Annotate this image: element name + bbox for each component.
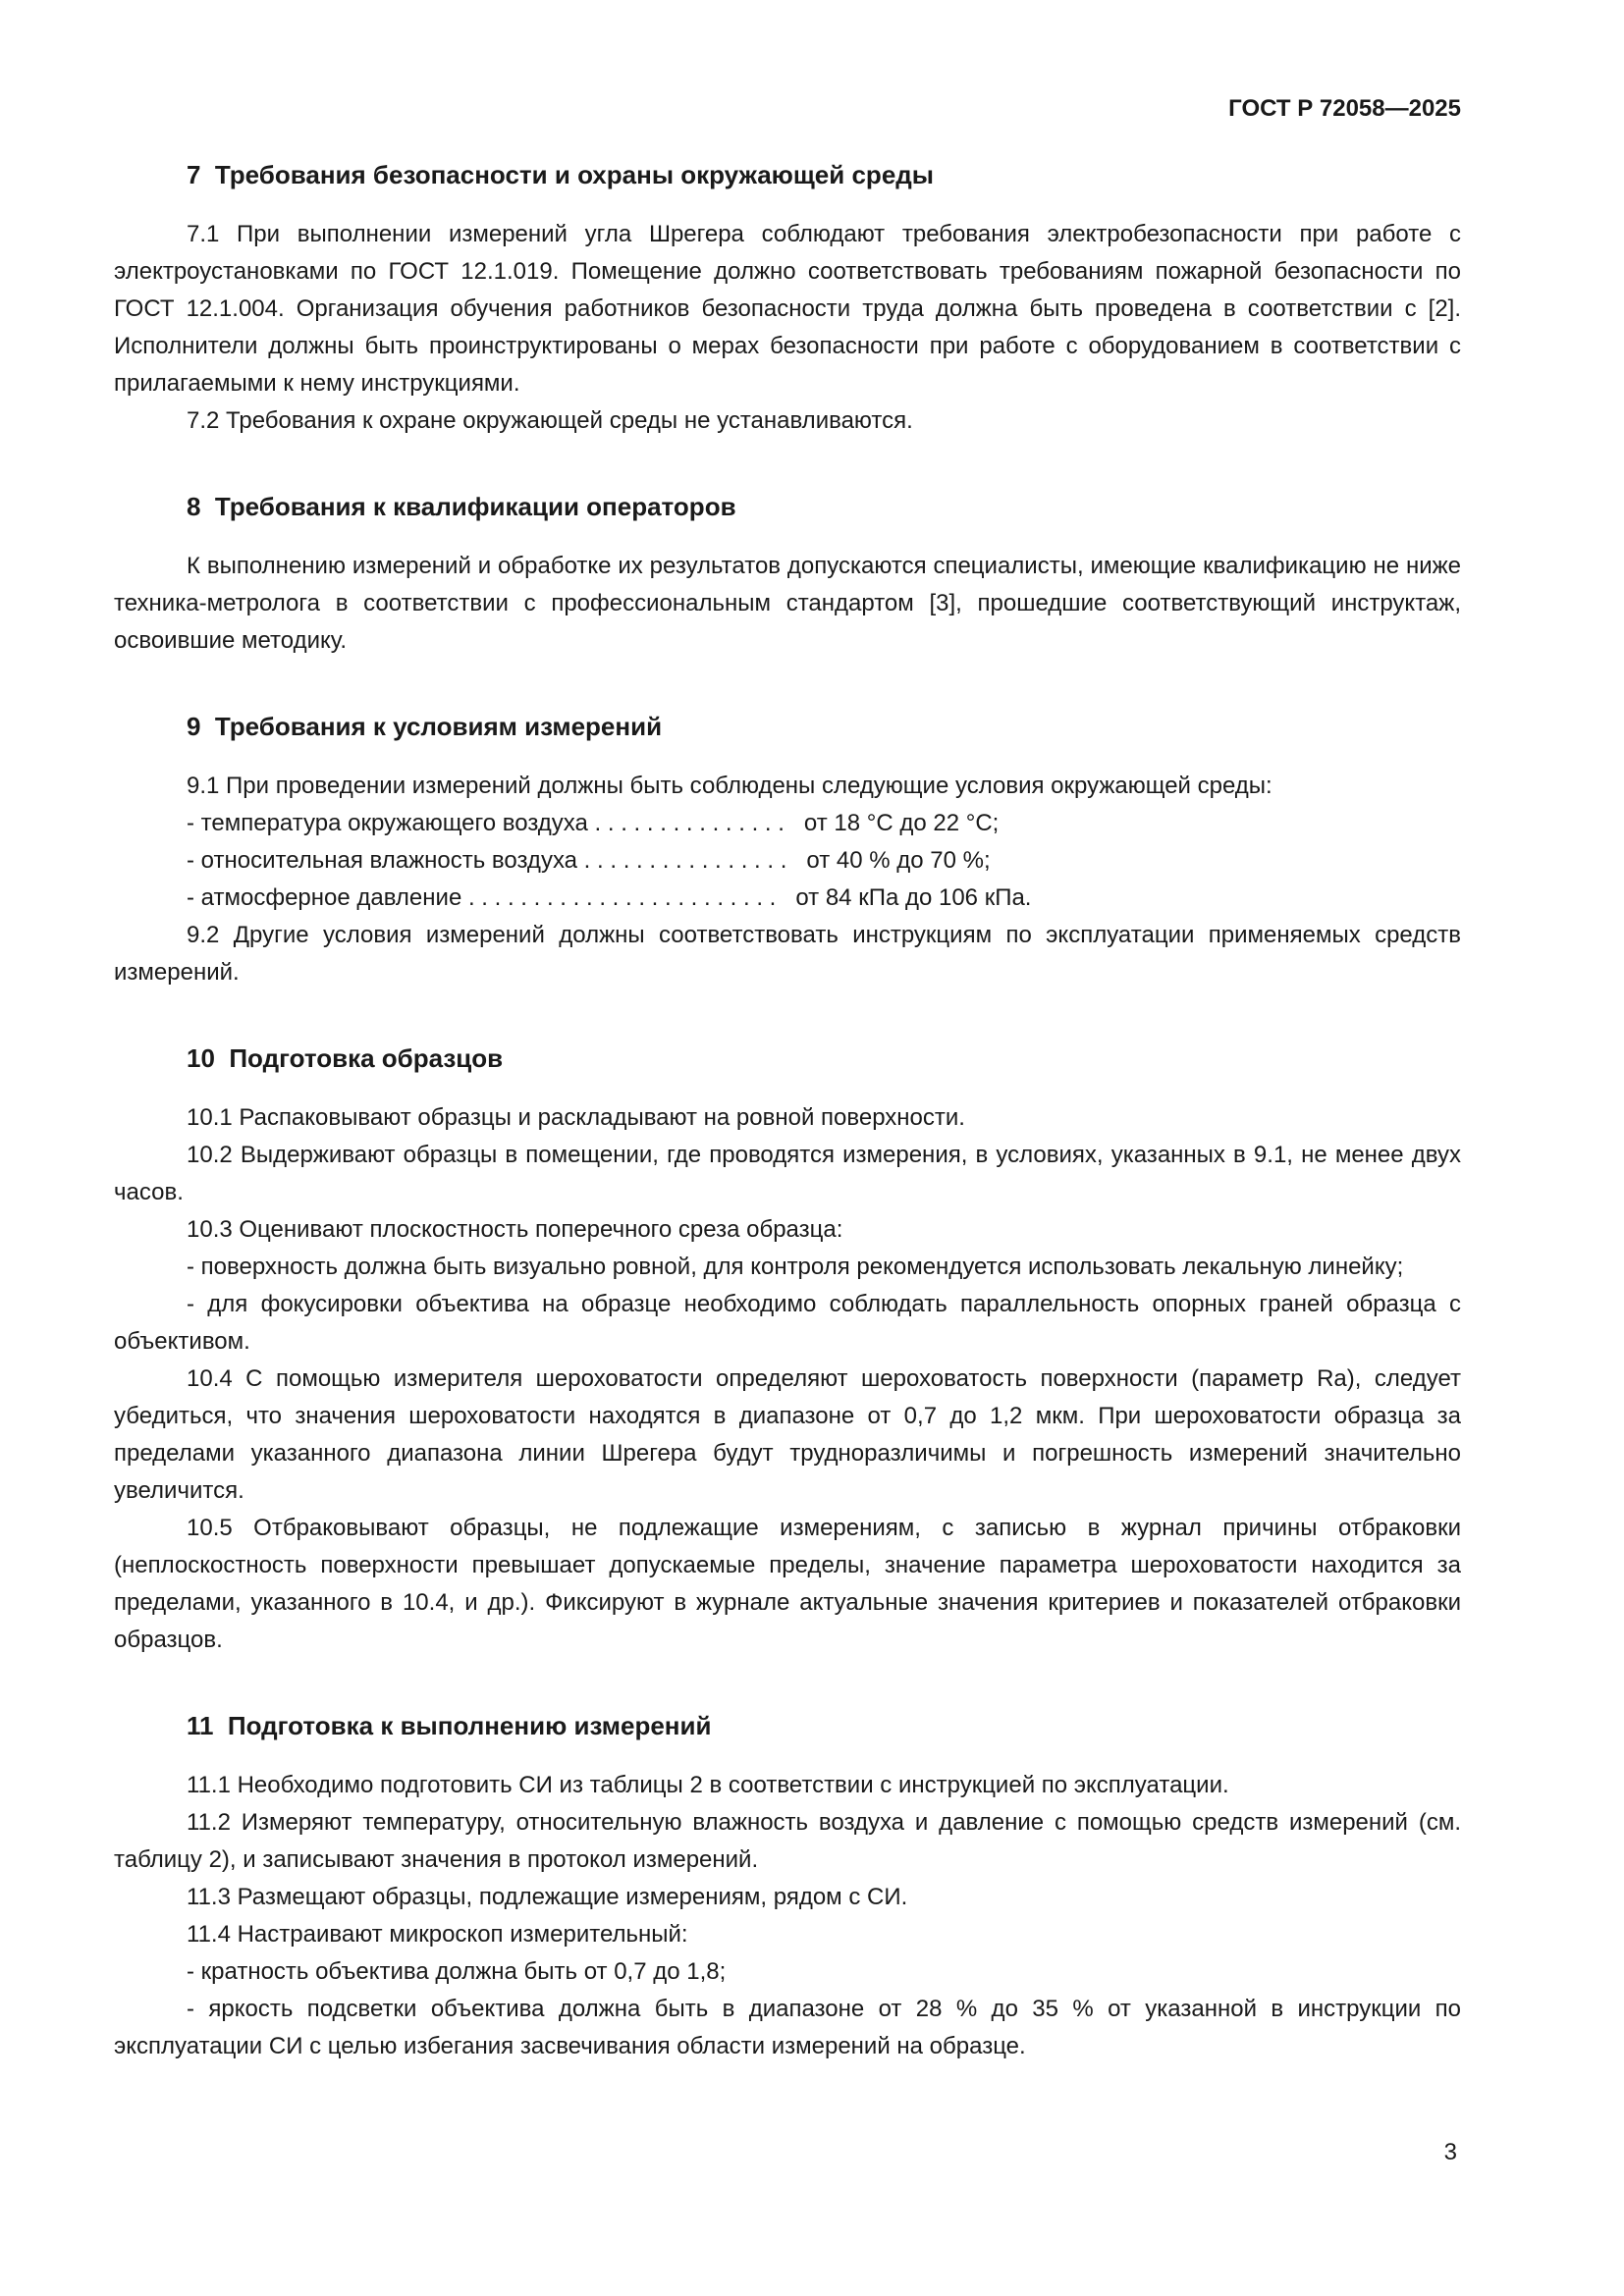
section-10 bbox=[114, 1042, 1461, 1659]
paragraph-11-4-item-2: - яркость подсветки объектива должна быть в диапазоне от 28 % до 35 % от указанной в инструкции по эксплуатации СИ с целью избегания засвечивания области измерений на образце. bbox=[114, 1996, 1461, 2059]
paragraph-9-1: 9.1 При проведении измерений должны быть соблюдены следующие условия окружающей среды: bbox=[187, 773, 1272, 799]
paragraph-11-3: 11.3 Размещают образцы, подлежащие измерениям, рядом с СИ. bbox=[187, 1884, 908, 1910]
section-8-heading: 8 Требования к квалификации операторов bbox=[187, 492, 736, 521]
condition-pressure: - атмосферное давление . . . . . . . . . . . . . . . . . . . . . . . . от 84 кПа до 106 кПа. bbox=[187, 884, 1032, 911]
paragraph-7-2: 7.2 Требования к охране окружающей среды не устанавливаются. bbox=[187, 407, 913, 434]
paragraph-11-1: 11.1 Необходимо подготовить СИ из таблицы 2 в соответствии с инструкцией по эксплуатации. bbox=[187, 1772, 1229, 1798]
paragraph-10-4: 10.4 С помощью измерителя шероховатости определяют шероховатость поверхности (параметр Ra), следует убедиться, что значения шероховатости находятся в диапазоне от 0,7 до 1,2 мкм. При шероховатости образца за пределами указанного диапазона линии Шрегера будут трудноразличимы и погрешность измерений значительно увеличится. bbox=[114, 1365, 1461, 1504]
paragraph-11-4: 11.4 Настраивают микроскоп измерительный: bbox=[187, 1921, 688, 1948]
document-number: ГОСТ Р 72058—2025 bbox=[1228, 95, 1461, 122]
paragraph-10-1: 10.1 Распаковывают образцы и раскладывают на ровной поверхности. bbox=[187, 1104, 965, 1131]
section-7 bbox=[114, 159, 1461, 440]
paragraph-9-2: 9.2 Другие условия измерений должны соответствовать инструкциям по эксплуатации применяемых средств измерений. bbox=[114, 922, 1461, 986]
paragraph-10-3-item-2: - для фокусировки объектива на образце необходимо соблюдать параллельность опорных граней образца с объективом. bbox=[114, 1291, 1461, 1355]
section-9 bbox=[114, 711, 1461, 991]
paragraph-8-intro: К выполнению измерений и обработке их результатов допускаются специалисты, имеющие квалификацию не ниже техника-метролога в соответствии с профессиональным стандартом [3], прошедшие соответствующий инструктаж, освоившие методику. bbox=[114, 553, 1461, 654]
section-10-heading: 10 Подготовка образцов bbox=[187, 1043, 504, 1073]
page-number: 3 bbox=[1443, 2139, 1457, 2165]
paragraph-10-3-item-1: - поверхность должна быть визуально ровной, для контроля рекомендуется использовать лекальную линейку; bbox=[187, 1254, 1404, 1280]
section-7-heading: 7 Требования безопасности и охраны окружающей среды bbox=[187, 160, 934, 189]
paragraph-10-2: 10.2 Выдерживают образцы в помещении, где проводятся измерения, в условиях, указанных в 9.1, не менее двух часов. bbox=[114, 1142, 1461, 1205]
condition-humidity: - относительная влажность воздуха . . . . . . . . . . . . . . . . от 40 % до 70 %; bbox=[187, 847, 991, 874]
paragraph-11-2: 11.2 Измеряют температуру, относительную влажность воздуха и давление с помощью средств измерений (см. таблицу 2), и записывают значения в протокол измерений. bbox=[114, 1809, 1461, 1873]
paragraph-11-4-item-1: - кратность объектива должна быть от 0,7 до 1,8; bbox=[187, 1958, 727, 1985]
section-8 bbox=[114, 491, 1461, 660]
paragraph-7-1: 7.1 При выполнении измерений угла Шрегера соблюдают требования электробезопасности при работе с электроустановками по ГОСТ 12.1.019. Помещение должно соответствовать требованиям пожарной безопасности по ГОСТ 12.1.004. Организация обучения работников безопасности труда должна быть проведена в соответствии с [2]. Исполнители должны быть проинструктированы о мерах безопасности при работе с оборудованием в соответствии с прилагаемыми к нему инструкциями. bbox=[114, 221, 1461, 397]
section-9-heading: 9 Требования к условиям измерений bbox=[187, 712, 663, 741]
paragraph-10-5: 10.5 Отбраковывают образцы, не подлежащие измерениям, с записью в журнал причины отбраковки (неплоскостность поверхности превышает допускаемые пределы, значение параметра шероховатости находится за пределами, указанного в 10.4, и др.). Фиксируют в журнале актуальные значения критериев и показателей отбраковки образцов. bbox=[114, 1515, 1461, 1653]
section-11 bbox=[114, 1710, 1461, 2065]
paragraph-10-3: 10.3 Оценивают плоскостность поперечного среза образца: bbox=[187, 1216, 843, 1243]
condition-temperature: - температура окружающего воздуха . . . . . . . . . . . . . . . от 18 °С до 22 °С; bbox=[187, 810, 1000, 836]
section-11-heading: 11 Подготовка к выполнению измерений bbox=[187, 1711, 712, 1740]
